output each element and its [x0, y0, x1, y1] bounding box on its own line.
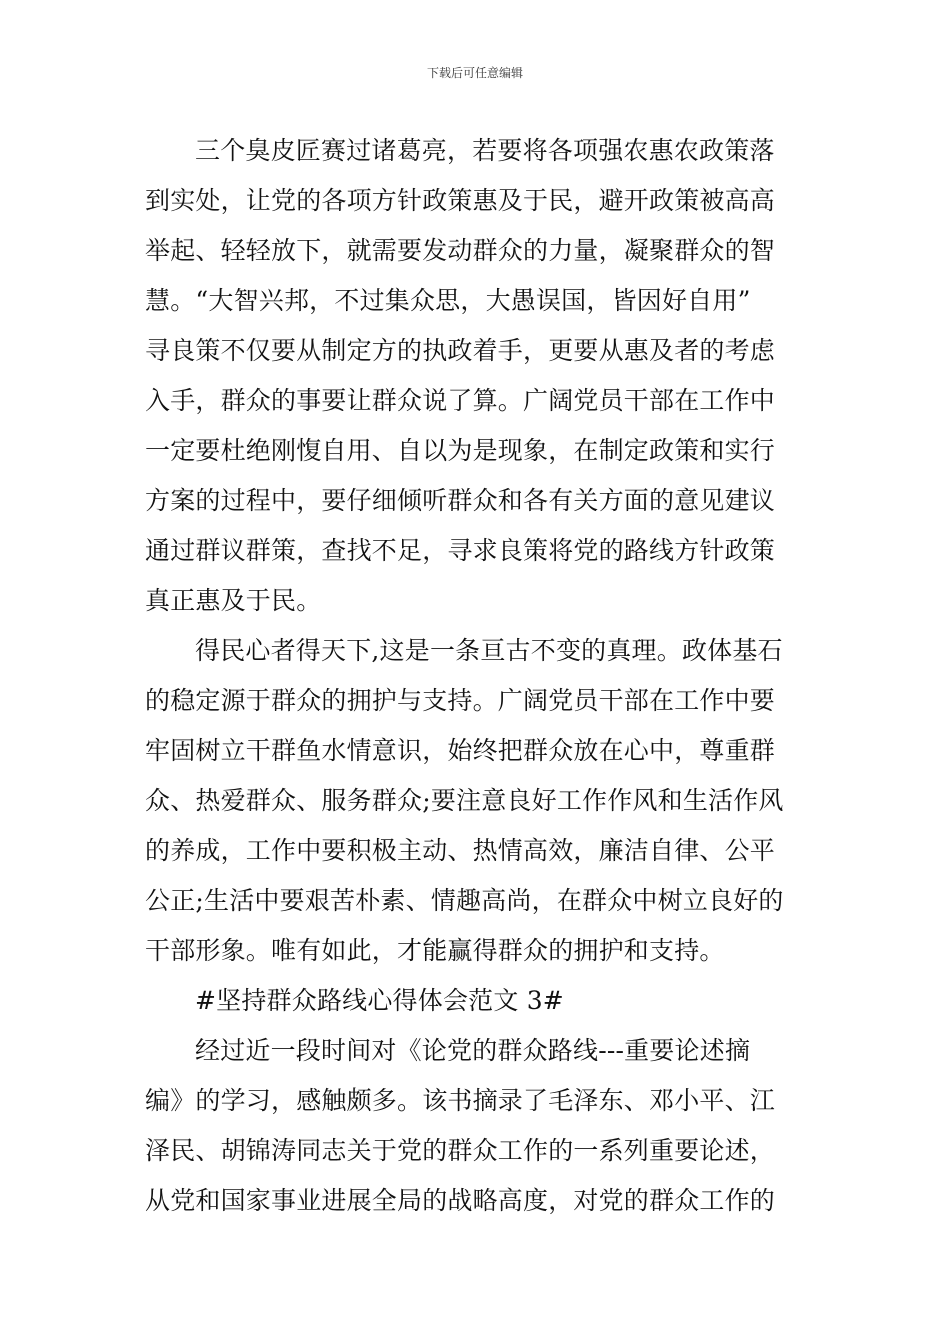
text-line: 一定要杜绝刚愎自用、自以为是现象，在制定政策和实行	[145, 436, 776, 465]
text-line: 众、热爱群众、服务群众;要注意良好工作作风和生活作风	[145, 786, 784, 815]
text-line: 的稳定源于群众的拥护与支持。广阔党员干部在工作中要	[145, 686, 776, 715]
text-line: 入手，群众的事要让群众说了算。广阔党员干部在工作中	[145, 386, 776, 415]
text-line: 三个臭皮匠赛过诸葛亮，若要将各项强农惠农政策落	[195, 136, 775, 165]
text-line: 公正;生活中要艰苦朴素、情趣高尚，在群众中树立良好的	[145, 886, 784, 915]
text-line: 干部形象。唯有如此，才能赢得群众的拥护和支持。	[145, 936, 725, 965]
text-line: 的养成，工作中要积极主动、热情高效，廉洁自律、公平	[145, 836, 776, 865]
text-line: 经过近一段时间对《论党的群众路线---重要论述摘	[195, 1036, 751, 1065]
text-line: 举起、轻轻放下，就需要发动群众的力量，凝聚群众的智	[145, 236, 776, 265]
text-line: 从党和国家事业进展全局的战略高度，对党的群众工作的	[145, 1186, 776, 1215]
text-line: 寻良策不仅要从制定方的执政着手，更要从惠及者的考虑	[145, 336, 776, 365]
text-line: 慧。“大智兴邦，不过集众思，大愚误国，皆因好自用”	[145, 286, 751, 315]
text-line: 到实处，让党的各项方针政策惠及于民，避开政策被高高	[145, 186, 776, 215]
text-line: 通过群议群策，查找不足，寻求良策将党的路线方针政策	[145, 536, 776, 565]
text-line: 编》的学习，感触颇多。该书摘录了毛泽东、邓小平、江	[145, 1086, 776, 1115]
text-line: 方案的过程中，要仔细倾听群众和各有关方面的意见建议	[145, 486, 776, 515]
document-body	[145, 126, 807, 1226]
section-heading: #坚持群众路线心得体会范文 3#	[195, 986, 564, 1015]
text-line: 泽民、胡锦涛同志关于党的群众工作的一系列重要论述，	[145, 1136, 776, 1165]
text-line: 得民心者得天下,这是一条亘古不变的真理。政体基石	[195, 636, 783, 665]
text-line: 牢固树立干群鱼水情意识，始终把群众放在心中，尊重群	[145, 736, 776, 765]
text-line: 真正惠及于民。	[145, 586, 322, 615]
page-header: 下载后可任意编辑	[426, 66, 523, 80]
